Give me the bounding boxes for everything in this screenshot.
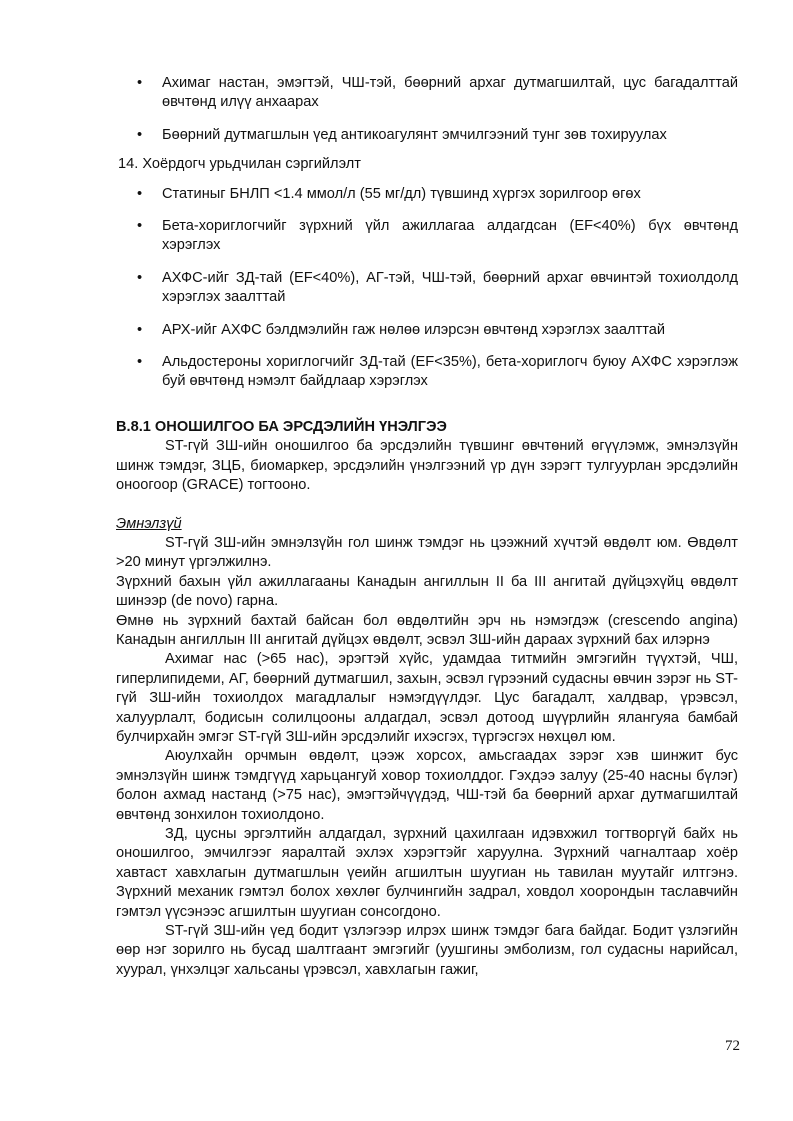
subheading-clinical: Эмнэлзүй — [116, 515, 182, 532]
body-paragraph: ST-гүй ЗШ-ийн эмнэлзүйн гол шинж тэмдэг нь цээжний хүчтэй өвдөлт юм. Өвдөлт >20 минут үргэлжилнэ. — [116, 534, 738, 571]
body-paragraph: ST-гүй ЗШ-ийн үед бодит үзлэгээр илрэх шинж тэмдэг бага байдаг. Бодит үзлэгийн өөр нэг зорилго нь бусад шалтгаант эмгэгийг (уушгины эмболизм, гол судасны нарийсал, хуурал, үнхэлцэг хальсаны үрэвсэл, хавхлагын гажиг, — [116, 923, 738, 978]
bullet-icon: • — [137, 321, 143, 338]
page-number: 72 — [725, 1038, 740, 1054]
page-content — [116, 74, 738, 980]
section-heading: В.8.1 ОНОШИЛГОО БА ЭРСДЭЛИЙН ҮНЭЛГЭЭ — [116, 418, 447, 435]
body-paragraph: ЗД, цусны эргэлтийн алдагдал, зүрхний цахилгаан идэвхжил тогтворгүй байх нь оношилгоо, эмчилгээг яаралтай эхлэх хэрэгтэйг харуулна. Зүрхний чагналтаар хоёр хавтаст хавхлагын дутмагшлын үеийн агшилтын шуугиан нь тавилан муутайг илтгэнэ. Зүрхний механик гэмтэл болох хөхлөг булчингийн задрал, ховдол хоорондын таславчийн гэмтэл үүсэнээс агшилтын шуугиан сонсогдоно. — [116, 826, 738, 920]
list-item: • АХФС-ийг ЗД-тай (EF<40%), АГ-тэй, ЧШ-тэй, бөөрний архаг өвчинтэй тохиолдолд хэрэглэх заалттай — [137, 269, 738, 306]
bullet-icon: • — [137, 126, 143, 143]
body-paragraph: Өмнө нь зүрхний бахтай байсан бол өвдөлтийн эрч нь нэмэгдэж (crescendo angina) Канадын ангиллын III ангитай дүйцэх өвдөлт, эсвэл ЗШ-ийн дараах зүрхний бах илэрнэ — [116, 612, 738, 648]
bullet-list-risk-groups — [116, 74, 738, 145]
intro-paragraph: ST-гүй ЗШ-ийн оношилгоо ба эрсдэлийн түвшинг өвчтөний өгүүлэмж, эмнэлзүйн шинж тэмдэг, ЗЦБ, биомаркер, эрсдэлийн үнэлгээний үр дүн зэрэгт тулгуурлан эрсдэлийн оноогоор (GRACE) тогтооно. — [116, 438, 738, 494]
list-item: • Альдостероны хориглогчийг ЗД-тай (EF<35%), бета-хориглогч буюу АХФС хэрэглэж буй өвчтөнд нэмэлт байдлаар хэрэглэх — [137, 354, 738, 390]
list-item: • Бөөрний дутмагшлын үед антикоагулянт эмчилгээний тунг зөв тохируулах — [116, 126, 738, 145]
bullet-icon: • — [137, 269, 143, 286]
bullet-icon: • — [137, 354, 143, 371]
bullet-icon: • — [137, 218, 143, 235]
list-item: • АРХ-ийг АХФС бэлдмэлийн гаж нөлөө илэрсэн өвчтөнд хэрэглэх заалттай — [116, 321, 738, 340]
list-item: • Бета-хориглогчийг зүрхний үйл ажиллагаа алдагдсан (EF<40%) бүх өвчтөнд хэрэглэх — [137, 218, 738, 254]
list-item: • Ахимаг настан, эмэгтэй, ЧШ-тэй, бөөрний архаг дутмагшилтай, цус багадалттай өвчтөнд илүү анхаарах — [137, 75, 738, 111]
numbered-item-heading: 14. Хоёрдогч урьдчилан сэргийлэлт — [118, 156, 361, 173]
bullet-icon: • — [137, 185, 143, 202]
list-item: • Статиныг БНЛП <1.4 ммол/л (55 мг/дл) түвшинд хүргэх зорилгоор өгөх — [116, 185, 738, 204]
body-paragraph: Ахимаг нас (>65 нас), эрэгтэй хүйс, удамдаа титмийн эмгэгийн түүхтэй, ЧШ, гиперлипидеми, АГ, бөөрний дутмагшил, захын, эсвэл гүрээний судасны өвчин зэрэг нь ST-гүй ЗШ-ийн тохиолдох магадлалыг нэмэгдүүлдэг. Цус багадалт, халдвар, үрэвсэл, халуурлалт, бодисын солилцооны алдагдал, эсвэл дотоод шүүрлийн ялангуяа бамбай булчирхайн эмгэг ST-гүй ЗШ-ийн эрсдэлийг ихэсгэх, түргэсгэх нөхцөл юм. — [116, 651, 738, 745]
bullet-list-secondary-prevention — [116, 185, 738, 392]
bullet-icon: • — [137, 75, 143, 91]
body-paragraph: Зүрхний бахын үйл ажиллагааны Канадын ангиллын II ба III ангитай дүйцэхүйц өвдөлт шинээр (de novo) гарна. — [116, 573, 738, 610]
body-paragraph: Аюулхайн орчмын өвдөлт, цээж хорсох, амьсгаадах зэрэг хэв шинжит бус эмнэлзүйн шинж тэмдгүүд харьцангуй ховор тохиолддог. Гэхдээ залуу (25-40 насны бүлэг) болон ахмад настанд (>75 нас), эмэгтэйчүүдэд, ЧШ-тэй ба бөөрний архаг дутмагшилтай өвчтөнд зонхилон тохиолдоно. — [116, 748, 738, 823]
